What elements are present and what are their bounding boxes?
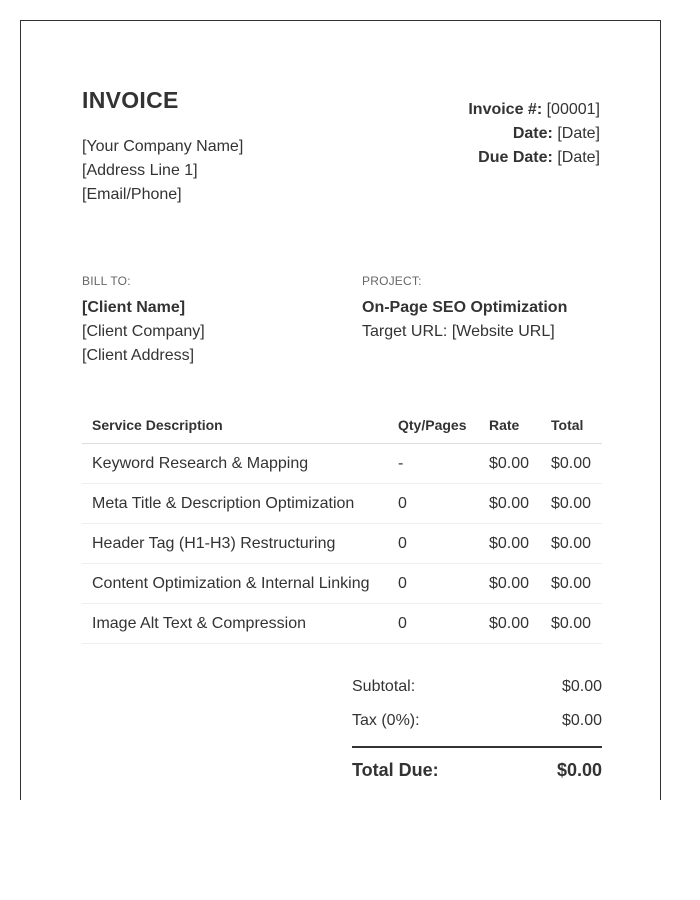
service-qty: 0 <box>388 484 479 524</box>
invoice-meta <box>468 98 600 170</box>
tax-value: $0.00 <box>561 712 602 729</box>
service-description: Keyword Research & Mapping <box>82 444 388 484</box>
subtotal-row <box>352 676 602 710</box>
due-date-row <box>468 146 600 170</box>
due-date-label: Due Date: <box>478 149 553 166</box>
invoice-page <box>20 20 661 800</box>
service-rate: $0.00 <box>479 484 541 524</box>
subtotal-value: $0.00 <box>561 678 602 695</box>
subtotal-label: Subtotal: <box>352 678 416 695</box>
service-rate: $0.00 <box>479 444 541 484</box>
invoice-number-label: Invoice #: <box>468 101 543 118</box>
service-qty: 0 <box>388 604 479 644</box>
invoice-title: INVOICE <box>82 87 179 113</box>
project-name: On-Page SEO Optimization <box>362 299 568 316</box>
client-company: [Client Company] <box>82 323 205 340</box>
client-name: [Client Name] <box>82 299 186 316</box>
service-total: $0.00 <box>541 484 602 524</box>
service-total: $0.00 <box>541 524 602 564</box>
table-row <box>82 604 602 644</box>
invoice-date-label: Date: <box>512 125 553 142</box>
service-description: Meta Title & Description Optimization <box>82 484 388 524</box>
service-description: Image Alt Text & Compression <box>82 604 388 644</box>
service-description: Content Optimization & Internal Linking <box>82 564 388 604</box>
client-address: [Client Address] <box>82 347 195 364</box>
invoice-number-value: [00001] <box>546 101 600 118</box>
service-qty: 0 <box>388 564 479 604</box>
header-service-description: Service Description <box>82 407 388 444</box>
project-section <box>362 274 567 344</box>
service-total: $0.00 <box>541 444 602 484</box>
invoice-date-value: [Date] <box>557 125 600 142</box>
due-date-value: [Date] <box>557 149 600 166</box>
company-name: [Your Company Name] <box>82 138 244 155</box>
table-row <box>82 484 602 524</box>
services-table <box>82 407 602 644</box>
service-total: $0.00 <box>541 604 602 644</box>
tax-row <box>352 710 602 744</box>
totals-divider <box>352 746 602 748</box>
total-due-label: Total Due: <box>352 760 439 780</box>
total-due-value: $0.00 <box>556 760 602 780</box>
company-address: [Address Line 1] <box>82 162 198 179</box>
bill-to-heading: BILL TO: <box>82 274 131 288</box>
totals-section <box>352 676 602 781</box>
service-rate: $0.00 <box>479 604 541 644</box>
header-total: Total <box>541 407 602 444</box>
service-total: $0.00 <box>541 564 602 604</box>
bill-to-section <box>82 274 205 368</box>
service-rate: $0.00 <box>479 524 541 564</box>
table-header-row <box>82 407 602 444</box>
service-description: Header Tag (H1-H3) Restructuring <box>82 524 388 564</box>
header-qty-pages: Qty/Pages <box>388 407 479 444</box>
project-heading: PROJECT: <box>362 274 422 288</box>
invoice-date-row <box>468 122 600 146</box>
total-due-row <box>352 760 602 781</box>
table-row <box>82 444 602 484</box>
service-rate: $0.00 <box>479 564 541 604</box>
company-contact: [Email/Phone] <box>82 186 182 203</box>
service-qty: 0 <box>388 524 479 564</box>
header-rate: Rate <box>479 407 541 444</box>
company-info <box>82 135 243 207</box>
tax-label: Tax (0%): <box>352 712 420 729</box>
invoice-number-row <box>468 98 600 122</box>
table-row <box>82 564 602 604</box>
table-row <box>82 524 602 564</box>
project-target-url: Target URL: [Website URL] <box>362 323 555 340</box>
service-qty: - <box>388 444 479 484</box>
